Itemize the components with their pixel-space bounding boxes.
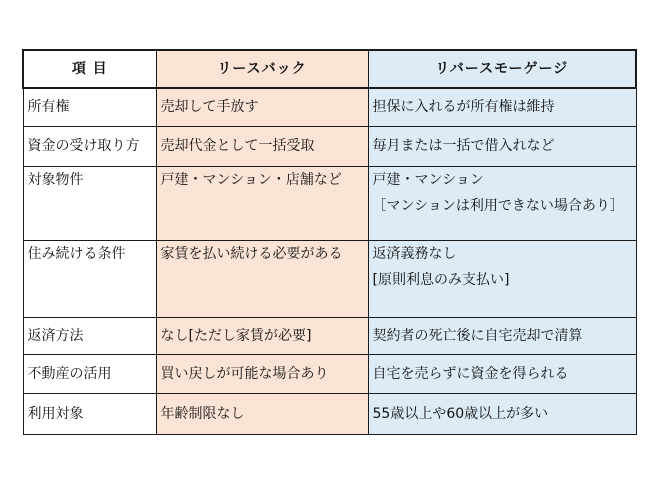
leaseback-cell <box>156 240 368 317</box>
cell-line: 返済義務なし <box>372 245 457 262</box>
reverse-cell <box>368 88 636 126</box>
cell-line: 家賃を払い続ける必要がある <box>160 245 343 262</box>
cell-line: 買い戻しが可能な場合あり <box>160 365 329 382</box>
leaseback-cell <box>156 354 368 393</box>
reverse-cell <box>368 126 636 166</box>
cell-line: 売却して手放す <box>160 99 259 116</box>
cell-line: なし[ただし家賃が必要] <box>160 327 312 344</box>
leaseback-cell <box>156 393 368 434</box>
row-item-eligibility: 利用対象 <box>23 393 156 434</box>
cell-line: 戸建・マンション <box>372 171 484 188</box>
comparison-table-container <box>22 49 637 435</box>
cell-line: 55歳以上や60歳以上が多い <box>372 405 549 422</box>
row-item-residence-condition: 住み続ける条件 <box>23 240 156 317</box>
leaseback-cell <box>156 126 368 166</box>
table-row <box>23 88 636 126</box>
header-leaseback: リースバック <box>156 50 368 88</box>
table-header-row <box>23 50 636 88</box>
table-row <box>23 126 636 166</box>
table-row <box>23 240 636 317</box>
reverse-cell <box>368 166 636 240</box>
reverse-cell <box>368 240 636 317</box>
cell-line: 戸建・マンション・店舗など <box>160 171 342 188</box>
leaseback-cell <box>156 317 368 354</box>
cell-line: 売却代金として一括受取 <box>160 138 315 154</box>
header-reverse-mortgage: リバースモーゲージ <box>368 50 636 88</box>
leaseback-cell <box>156 88 368 126</box>
row-item-real-estate-use: 不動産の活用 <box>23 354 156 393</box>
reverse-cell <box>368 317 636 354</box>
cell-line: 年齢制限なし <box>160 405 245 422</box>
cell-line: [原則利息のみ支払い] <box>372 271 510 288</box>
table-row <box>23 166 636 240</box>
row-item-repayment: 返済方法 <box>23 317 156 354</box>
header-item: 項 目 <box>23 50 156 88</box>
cell-line: ［マンションは利用できない場合あり］ <box>372 197 624 214</box>
cell-line: 自宅を売らずに資金を得られる <box>372 365 569 382</box>
table-row <box>23 393 636 434</box>
cell-line: 担保に入れるが所有権は維持 <box>372 99 555 116</box>
row-item-ownership: 所有権 <box>23 88 156 126</box>
row-item-property: 対象物件 <box>23 166 156 240</box>
cell-line: 契約者の死亡後に自宅売却で清算 <box>372 327 583 344</box>
comparison-table <box>22 49 637 435</box>
reverse-cell <box>368 354 636 393</box>
reverse-cell <box>368 393 636 434</box>
table-row <box>23 317 636 354</box>
table-row <box>23 354 636 393</box>
cell-line: 毎月または一括で借入れなど <box>372 138 555 154</box>
row-item-funding: 資金の受け取り方 <box>23 126 156 166</box>
leaseback-cell <box>156 166 368 240</box>
